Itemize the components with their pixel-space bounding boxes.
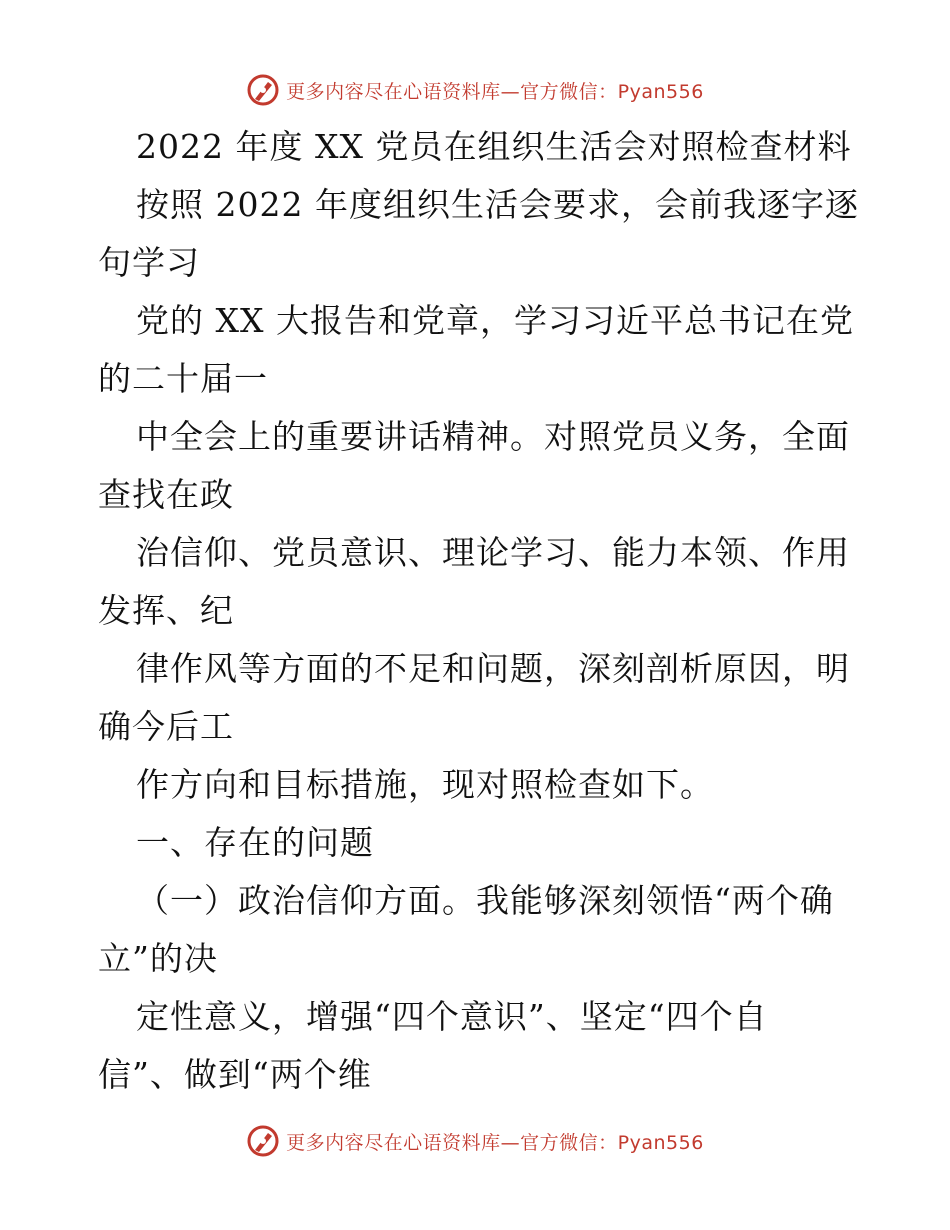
watermark-text: 更多内容尽在心语资料库—官方微信：Pyan556 [286,1131,704,1154]
section-heading: 一、存在的问题 [136,823,374,862]
watermark-header [0,70,950,110]
paragraph-line: 句学习 [98,243,200,282]
paragraph-line: 作方向和目标措施，现对照检查如下。 [136,765,714,804]
paragraph-line: 治信仰、党员意识、理论学习、能力本领、作用 [136,533,850,572]
pen-logo-icon [246,73,280,107]
paragraph-line: 信”、做到“两个维 [98,1055,372,1094]
paragraph-line: （一）政治信仰方面。我能够深刻领悟“两个确 [136,881,834,920]
document-body [98,118,858,1104]
watermark-text: 更多内容尽在心语资料库—官方微信：Pyan556 [286,80,704,103]
paragraph-line: 确今后工 [98,707,234,746]
paragraph-line: 查找在政 [98,475,234,514]
document-title: 2022 年度 XX 党员在组织生活会对照检查材料 [136,127,852,166]
paragraph-line: 发挥、纪 [98,591,234,630]
paragraph-line: 中全会上的重要讲话精神。对照党员义务，全面 [136,417,850,456]
watermark-footer [0,1121,950,1161]
paragraph-line: 立”的决 [98,939,218,978]
paragraph-line: 的二十届一 [98,359,268,398]
paragraph-line: 律作风等方面的不足和问题，深刻剖析原因，明 [136,649,850,688]
pen-logo-icon [246,1124,280,1158]
paragraph-line: 党的 XX 大报告和党章，学习习近平总书记在党 [136,301,854,340]
paragraph-line: 定性意义，增强“四个意识”、坚定“四个自 [136,997,768,1036]
paragraph-line: 按照 2022 年度组织生活会要求，会前我逐字逐 [136,185,859,224]
